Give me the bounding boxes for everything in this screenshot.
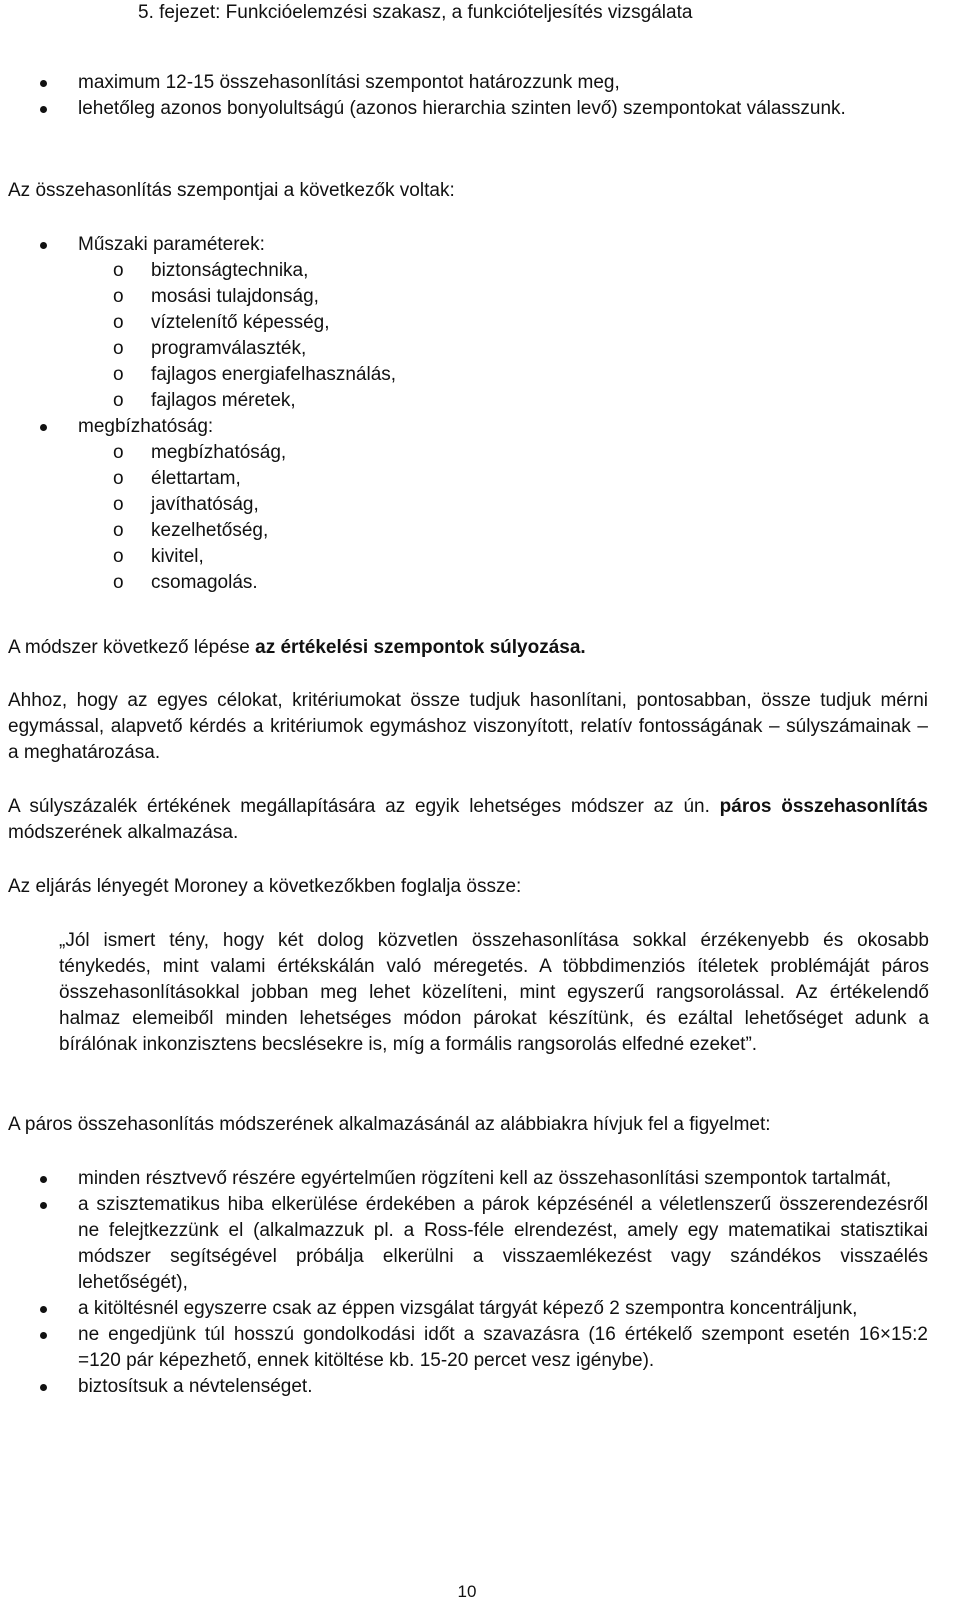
intro-bullets-block bbox=[8, 70, 928, 122]
criteria-group-label: megbízhatóság: bbox=[78, 416, 214, 437]
method-end: módszerének alkalmazása. bbox=[8, 822, 239, 843]
intro-bullet-1: maximum 12-15 összehasonlítási szempontot határozzunk meg, bbox=[8, 70, 928, 96]
intro-bullet-2: lehetőleg azonos bonyolultságú (azonos hierarchia szinten levő) szempontokat válasszunk. bbox=[8, 96, 928, 122]
attention-bullet-list bbox=[8, 1166, 928, 1400]
sub-item: o kezelhetőség, bbox=[8, 518, 928, 544]
sub-item: o fajlagos energiafelhasználás, bbox=[8, 362, 928, 388]
criteria-list bbox=[8, 232, 928, 258]
next-step-text: A módszer következő lépése bbox=[8, 637, 256, 658]
moroney-intro bbox=[8, 874, 928, 900]
attention-bullet-4: ne engedjünk túl hosszú gondolkodási időt a szavazásra (16 értékelő szempont esetén 16×15:2 =120 pár képezhető, ennek kitöltése kb. 15-20 percet vesz igénybe). bbox=[8, 1322, 928, 1374]
sub-item: o víztelenítő képesség, bbox=[8, 310, 928, 336]
next-step-end: . bbox=[580, 637, 586, 658]
weights-paragraph bbox=[8, 688, 928, 766]
attention-bullet-1: minden résztvevő részére egyértelműen rögzíteni kell az összehasonlítási szempontok tartalmát, bbox=[8, 1166, 928, 1192]
sub-item: o csomagolás. bbox=[8, 570, 928, 596]
chapter-header: 5. fejezet: Funkcióelemzési szakasz, a funkcióteljesítés vizsgálata bbox=[138, 2, 693, 23]
attention-intro-text: A páros összehasonlítás módszerének alkalmazásánál az alábbiakra hívjuk fel a figyelmet: bbox=[8, 1114, 771, 1135]
sub-item: o mosási tulajdonság, bbox=[8, 284, 928, 310]
page-number: 10 bbox=[457, 1582, 477, 1601]
sub-item: o fajlagos méretek, bbox=[8, 388, 928, 414]
attention-bullets-block bbox=[8, 1166, 928, 1400]
criteria-intro-text: Az összehasonlítás szempontjai a következők voltak: bbox=[8, 180, 455, 201]
sub-item: o javíthatóság, bbox=[8, 492, 928, 518]
sub-item: o biztonságtechnika, bbox=[8, 258, 928, 284]
sub-item: o élettartam, bbox=[8, 466, 928, 492]
next-step-paragraph bbox=[8, 635, 928, 661]
criteria-intro bbox=[8, 178, 928, 204]
next-step-bold: az értékelési szempontok súlyozása bbox=[255, 637, 581, 658]
criteria-list-2 bbox=[8, 414, 928, 440]
method-paragraph bbox=[8, 794, 928, 846]
sub-item: o kivitel, bbox=[8, 544, 928, 570]
criteria-group-label: Műszaki paraméterek: bbox=[78, 234, 265, 255]
criteria-group-reliability bbox=[8, 414, 928, 440]
attention-bullet-5: biztosítsuk a névtelenséget. bbox=[8, 1374, 928, 1400]
criteria-list-block bbox=[8, 232, 928, 596]
sub-item: o megbízhatóság, bbox=[8, 440, 928, 466]
reliability-sublist bbox=[8, 440, 928, 596]
attention-bullet-2: a szisztematikus hiba elkerülése érdekében a párok képzésénél a véletlenszerű összerendezésről ne felejtkezzünk el (alkalmazzuk pl. a Ross-féle elrendezést, amely egy matematikai statisztikai módszer segítségével próbálja elkerülni a visszaemlékezést vagy szándékos visszaélés lehetőségét), bbox=[8, 1192, 928, 1296]
method-bold: páros összehasonlítás bbox=[719, 796, 928, 817]
moroney-intro-text: Az eljárás lényegét Moroney a következőkben foglalja össze: bbox=[8, 876, 522, 897]
attention-intro bbox=[8, 1112, 928, 1138]
weights-paragraph-text: Ahhoz, hogy az egyes célokat, kritériumokat össze tudjuk hasonlítani, pontosabban, össze tudjuk mérni egymással, alapvető kérdés a kritériumok egymáshoz viszonyított, relatív fontosságának – súlyszámainak – a meghatározása. bbox=[8, 690, 928, 763]
method-text: A súlyszázalék értékének megállapítására az egyik lehetséges módszer az ún. bbox=[8, 796, 720, 817]
criteria-group-technical bbox=[8, 232, 928, 258]
sub-item: o programválaszték, bbox=[8, 336, 928, 362]
technical-sublist bbox=[8, 258, 928, 414]
attention-bullet-3: a kitöltésnél egyszerre csak az éppen vizsgálat tárgyát képező 2 szempontra koncentráljunk, bbox=[8, 1296, 928, 1322]
intro-bullet-list bbox=[8, 70, 928, 122]
moroney-quote: „Jól ismert tény, hogy két dolog közvetlen összehasonlítása sokkal érzékenyebb és okosabb ténykedés, mint valami értékskálán való méregetés. A többdimenziós ítéletek problémáját páros összehasonlításokkal jobban meg lehet közelíteni, mint egyszerű rangsorolással. Az értékelendő halmaz elemeiből minden lehetséges módon párokat készítünk, és ezáltal lehetőséget adunk a bírálónak inkonzisztens becslésekre is, míg a formális rangsorolás elfedné ezeket”. bbox=[59, 930, 929, 1055]
